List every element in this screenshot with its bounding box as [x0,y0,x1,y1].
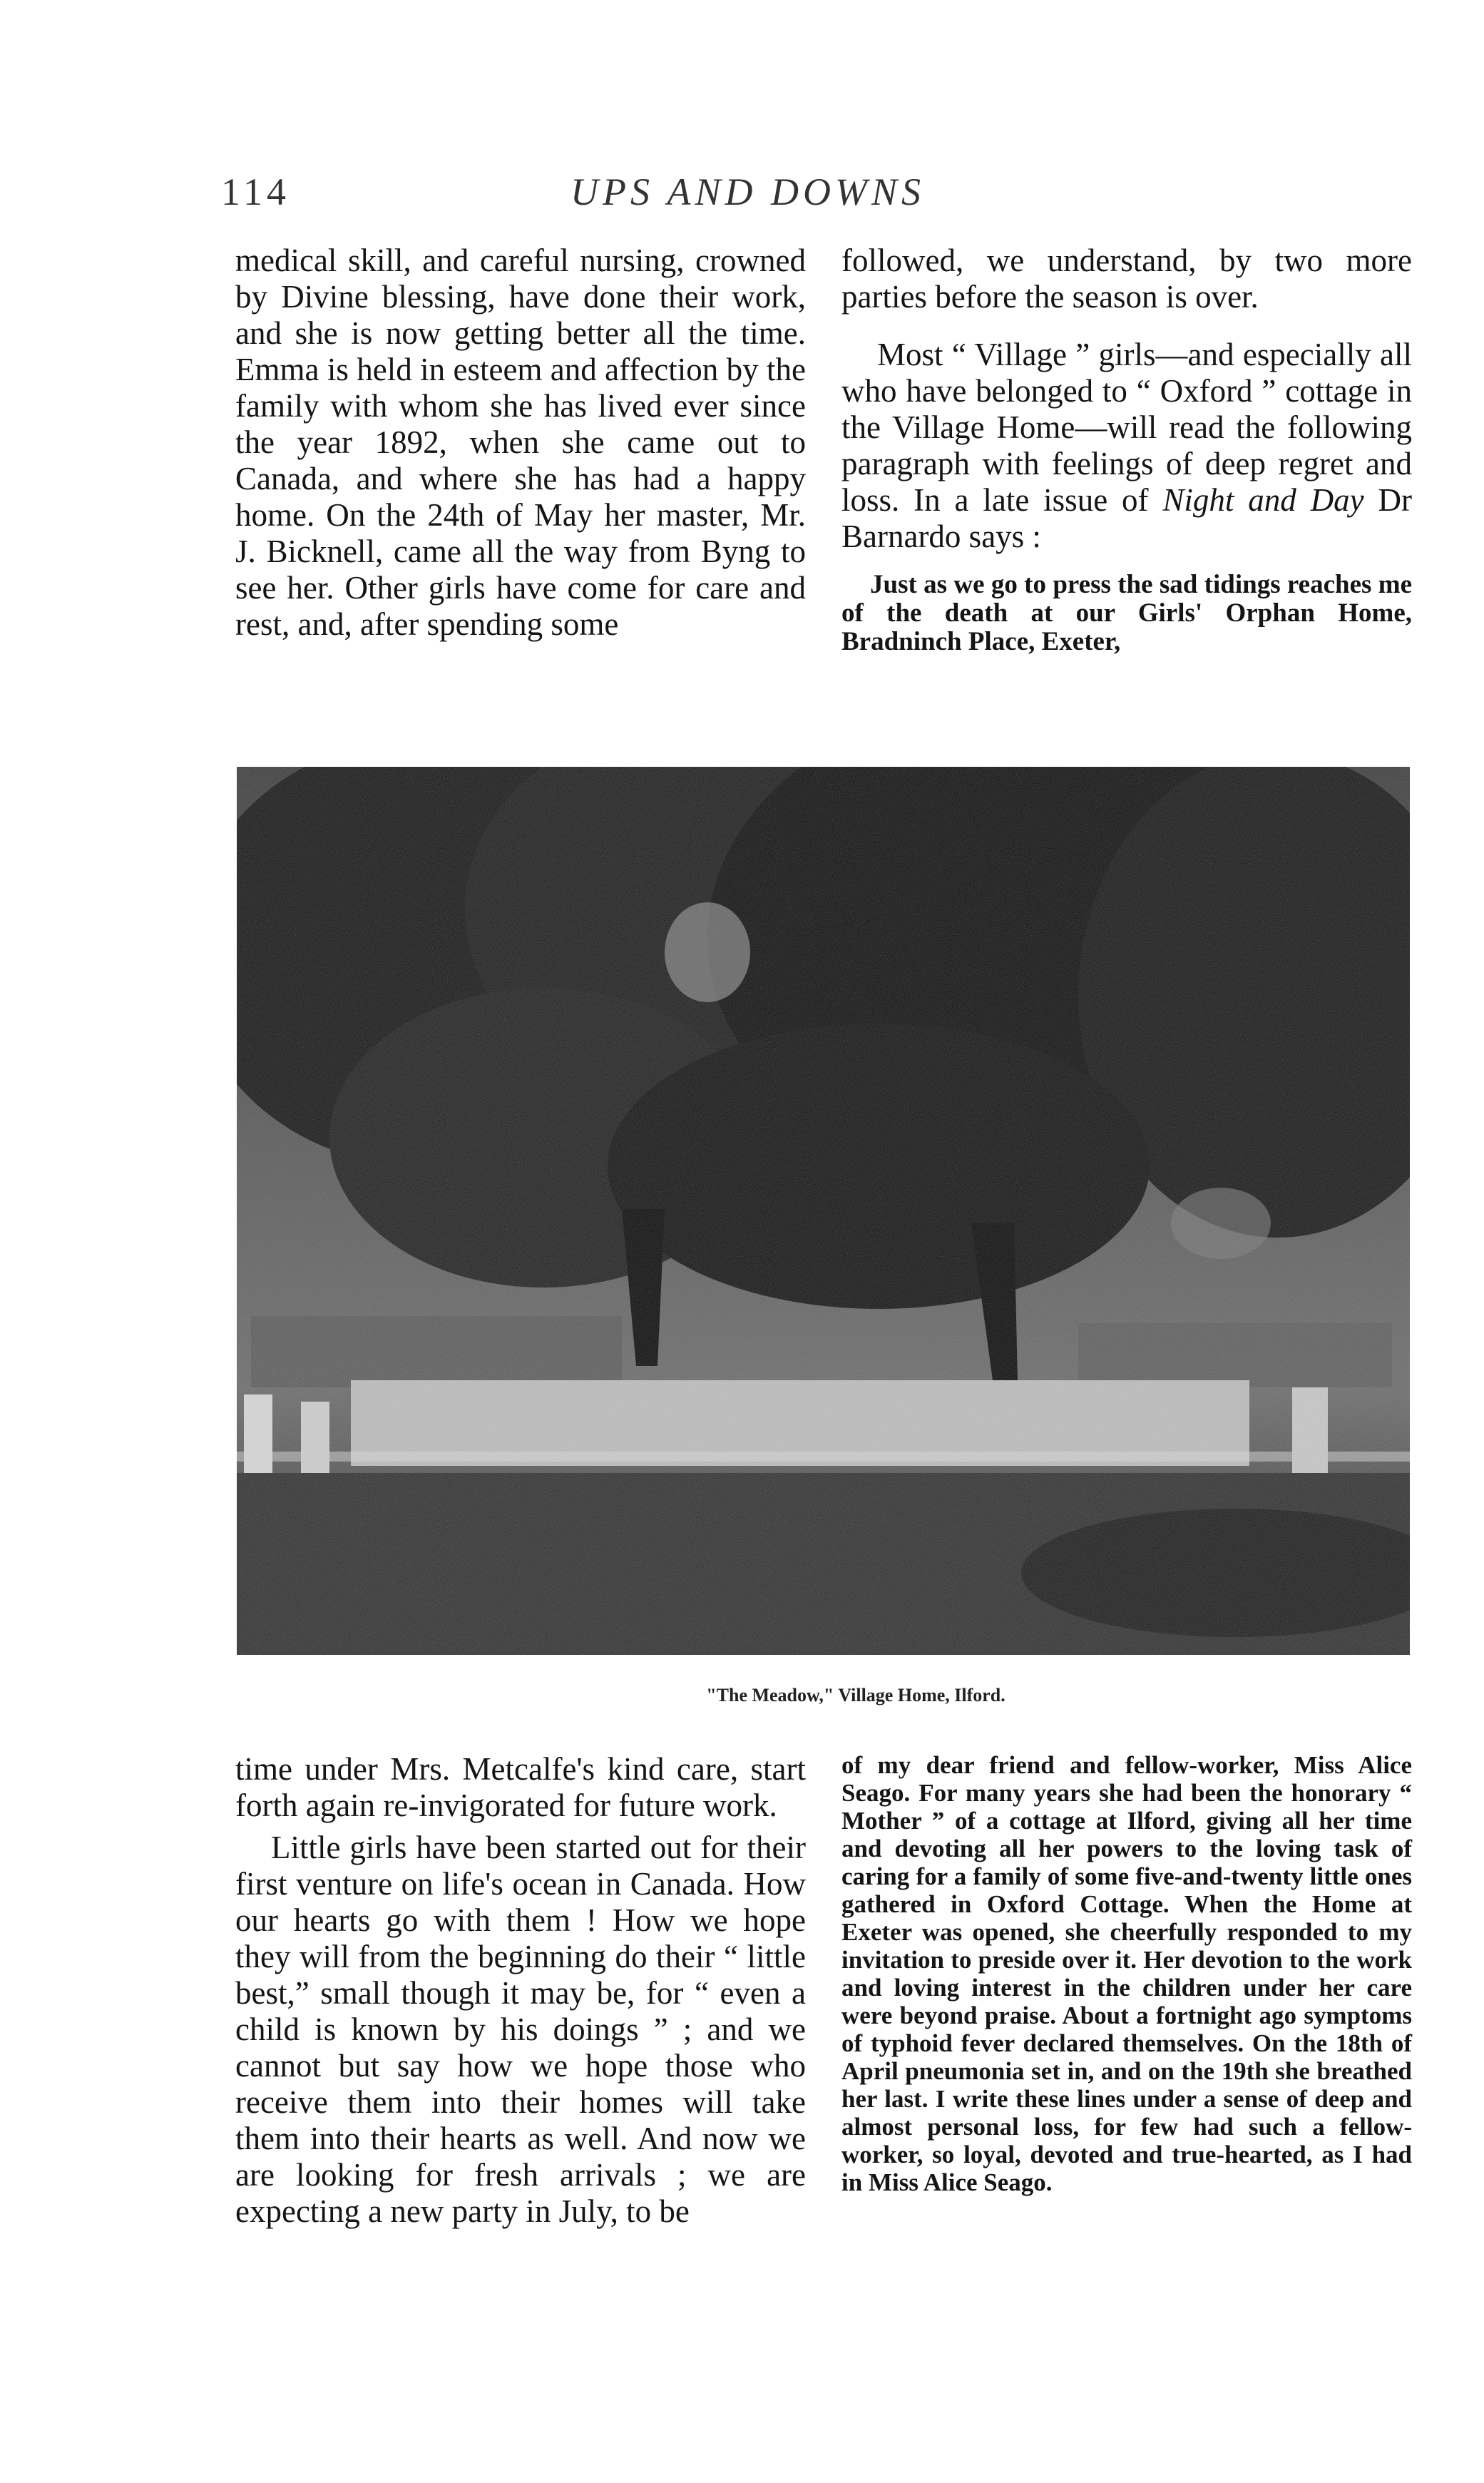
paragraph: followed, we understand, by two more parties before the season is over. [841,243,1412,315]
column-top-left [235,243,806,643]
paragraph: time under Mrs. Metcalfe's kind care, start forth again re-invigorated for future work. [235,1751,806,1823]
publication-title: Night and Day [1162,482,1364,518]
running-head [214,170,1355,220]
text-run: Most “ Village ” girls—and especially all who have belonged to “ Oxford ” cottage in the Village Home—will read the following paragraph with feelings of deep regret and loss. In a late issue of [841,337,1412,518]
quoted-paragraph: Just as we go to press the sad tidings reaches me of the death at our Girls' Orphan Home, Bradninch Place, Exeter, [841,570,1412,656]
page-number: 114 [221,170,290,213]
paragraph: Little girls have been started out for their first venture on life's ocean in Canada. How our hearts go with them ! How we hope they will from the beginning do their “ little best,” small though it may be, for “ even a child is known by his doings ” ; and we cannot but say how we hope those who receive them into their homes will take them into their hearts as well. And now we are looking for fresh arrivals ; we are expecting a new party in July, to be [235,1830,806,2229]
paragraph [841,337,1412,555]
photo-illustration [237,767,1410,1655]
photo-caption: "The Meadow," Village Home, Ilford. [706,1685,1005,1706]
column-top-right [841,243,1412,656]
paragraph: medical skill, and careful nursing, crowned by Divine blessing, have done their work, and she is now getting better all the time. Emma is held in esteem and affection by the family with whom she has lived ever since the year 1892, when she came out to Canada, and where she has had a happy home. On the 24th of May her master, Mr. J. Bicknell, came all the way from Byng to see her. Other girls have come for care and rest, and, after spending some [235,243,806,642]
column-bottom-right [841,1751,1412,2196]
column-bottom-left [235,1751,806,2230]
running-title: UPS AND DOWNS [570,170,926,213]
quoted-paragraph: of my dear friend and fellow-worker, Miss Alice Seago. For many years she had been the honorary “ Mother ” of a cottage at Ilford, giving all her time and devoting all her powers to the loving task of caring for a family of some five-and-twenty little ones gathered in Oxford Cottage. When the Home at Exeter was opened, she cheerfully responded to my invitation to preside over it. Her devotion to the work and loving interest in the children under her care were beyond praise. About a fortnight ago symptoms of typhoid fever declared themselves. On the 18th of April pneumonia set in, and on the 19th she breathed her last. I write these lines under a sense of deep and almost personal loss, for few had such a fellow-worker, so loyal, devoted and true-hearted, as I had in Miss Alice Seago. [841,1751,1412,2196]
text-run: Dr Barnardo says : [841,482,1412,554]
meadow-photograph [237,767,1410,1655]
